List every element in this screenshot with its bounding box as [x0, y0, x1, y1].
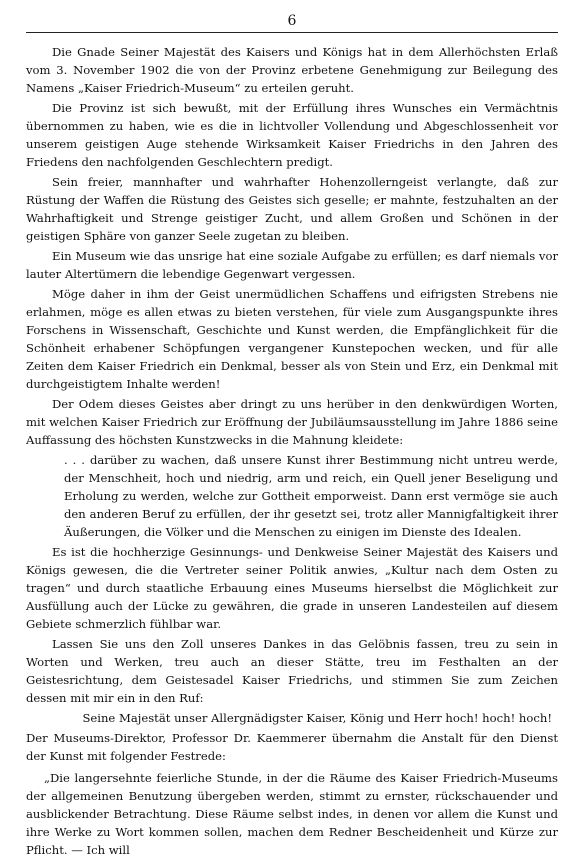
quotation: . . . darüber zu wachen, daß unsere Kunst ihrer Bestimmung nicht untreu werde, der Menschheit, hoch und niedrig, arm und reich, ein Quell jener Beseligung und Erholung zu werden, welche zur Gottheit emporweist. Dann erst vermöge sie auch den anderen Beruf zu erfüllen, der ihr gesetzt sei, trotz aller Mannigfaltigkeit ihrer Äußerungen, die Völker und die Menschen zu einigen im Dienste des Idealen.: [64, 453, 558, 539]
paragraph: Lassen Sie uns den Zoll unseres Dankes in das Gelöbnis fassen, treu zu sein in Worten und Werken, treu auch an dieser Stätte, treu im Festhalten an der Geistesrichtung, dem Geistesadel Kaiser Friedrichs, und stimmen Sie zum Zeichen dessen mit mir ein in den Ruf:: [26, 637, 558, 705]
page-number: 6: [287, 13, 297, 29]
paragraph: Möge daher in ihm der Geist unermüdlichen Schaffens und eifrigsten Strebens nie erlahmen, möge es allen etwas zu bieten verstehen, für viele zum Ausgangspunkte ihres Forschens in Wissenschaft, Geschichte und Kunst werden, die Empfänglichkeit für die Schönheit erhabener Schöpfungen vergangener Kunstepochen wecken, und für alle Zeiten dem Kaiser Friedrich ein Denkmal, besser als von Stein und Erz, ein Denkmal mit durchgeistigtem Inhalte werden!: [26, 287, 558, 391]
body-text: [26, 43, 558, 859]
paragraph: Der Museums-Direktor, Professor Dr. Kaemmerer übernahm die Anstalt für den Dienst der Kunst mit folgender Festrede:: [26, 731, 558, 763]
paragraph: Die Provinz ist sich bewußt, mit der Erfüllung ihres Wunsches ein Vermächtnis übernommen zu haben, wie es die in lichtvoller Vollendung und Abgeschlossenheit vor unserem geistigen Auge stehende Wirksamkeit Kaiser Friedrichs in den Jahren des Friedens den nachfolgenden Geschlechtern predigt.: [26, 101, 558, 169]
header-rule: [26, 32, 558, 33]
speech-paragraph: „Die langersehnte feierliche Stunde, in der die Räume des Kaiser Friedrich-Museums der allgemeinen Benutzung übergeben werden, stimmt zu ernster, rückschauender und ausblickender Betrachtung. Diese Räume selbst indes, in denen vor allem die Kunst und ihre Werke zu Wort kommen sollen, machen dem Redner Bescheidenheit und Kürze zur Pflicht. — Ich will: [26, 771, 558, 857]
toast-line: Seine Majestät unser Allergnädigster Kaiser, König und Herr hoch! hoch! hoch!: [82, 711, 552, 725]
paragraph: Ein Museum wie das unsrige hat eine soziale Aufgabe zu erfüllen; es darf niemals vor lauter Altertümern die lebendige Gegenwart vergessen.: [26, 249, 558, 281]
paragraph: Es ist die hochherzige Gesinnungs- und Denkweise Seiner Majestät des Kaisers und Königs gewesen, die die Vertreter seiner Politik anwies, „Kultur nach dem Osten zu tragen“ und durch staatliche Erbauung eines Museums hierselbst die Möglichkeit zur Ausfüllung auch der Lücke zu gewähren, die grade in unseren Landesteilen auf diesem Gebiete schmerzlich fühlbar war.: [26, 545, 558, 631]
paragraph: Sein freier, mannhafter und wahrhafter Hohenzollerngeist verlangte, daß zur Rüstung der Waffen die Rüstung des Geistes sich geselle; er mahnte, festzuhalten an der Wahrhaftigkeit und Strenge geistiger Zucht, und allem Großen und Schönen in der geistigen Sphäre von ganzer Seele zugetan zu bleiben.: [26, 175, 558, 243]
paragraph: Der Odem dieses Geistes aber dringt zu uns herüber in den denkwürdigen Worten, mit welchen Kaiser Friedrich zur Eröffnung der Jubiläumsausstellung im Jahre 1886 seine Auffassung des höchsten Kunstzwecks in die Mahnung kleidete:: [26, 397, 558, 447]
paragraph: Die Gnade Seiner Majestät des Kaisers und Königs hat in dem Allerhöchsten Erlaß vom 3. November 1902 die von der Provinz erbetene Genehmigung zur Beilegung des Namens „Kaiser Friedrich-Museum“ zu erteilen geruht.: [26, 45, 558, 95]
